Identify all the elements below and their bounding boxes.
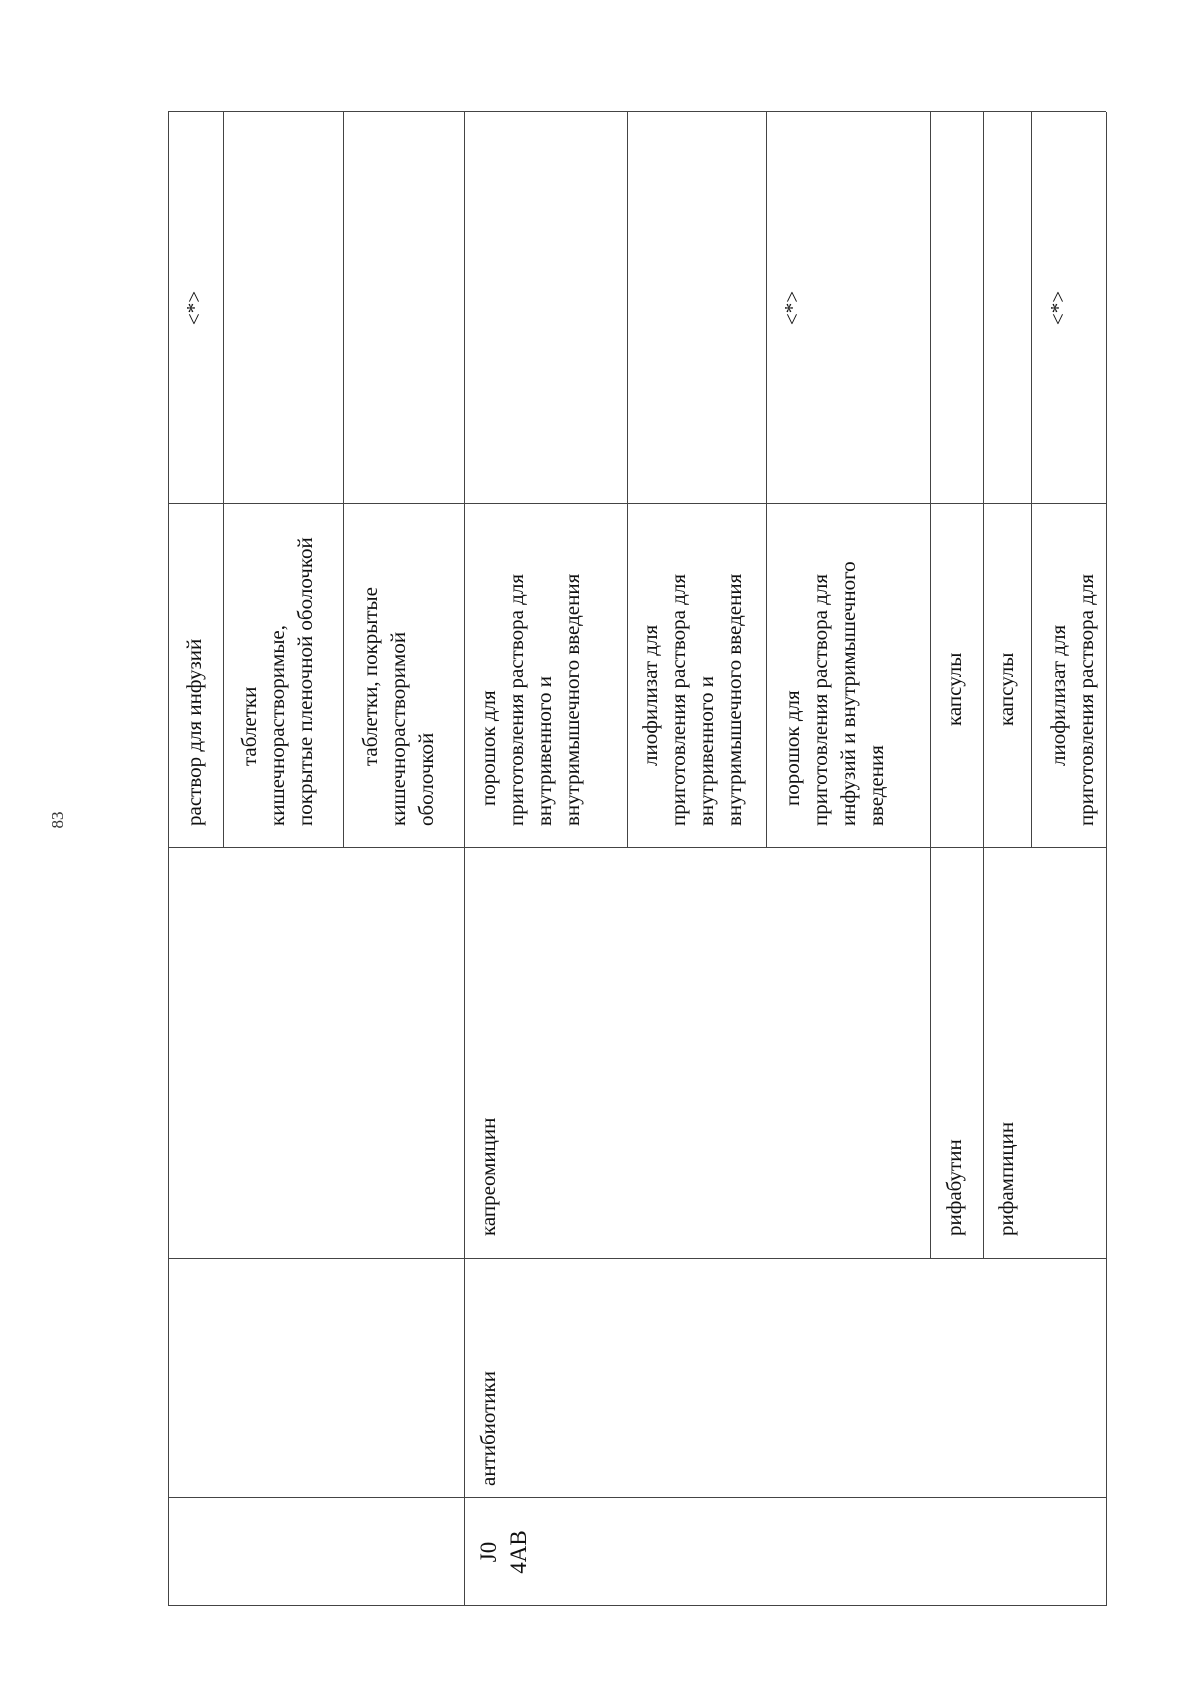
form-divider: [766, 112, 767, 848]
dosage-form: таблетки кишечнорастворимые, покрытые пленочной оболочкой: [237, 537, 317, 826]
table-border-left: [168, 1605, 1106, 1606]
form-divider: [343, 112, 344, 848]
form-divider: [223, 112, 224, 848]
table-border-bottom: [1106, 112, 1107, 1606]
dosage-form: капсулы: [942, 652, 966, 726]
row-divider-rifabutin: [930, 112, 931, 1259]
table-border-right: [168, 111, 1106, 112]
row-divider-antibiotics: [464, 112, 465, 1606]
active-substance: капреомицин: [476, 1117, 500, 1236]
dosage-form: капсулы: [994, 652, 1018, 726]
dosage-form: порошок для приготовления раствора для внутривенного и внутримышечного введения: [476, 573, 584, 826]
dosage-form: лиофилизат для приготовления раствора для: [1046, 574, 1098, 826]
dosage-form: лиофилизат для приготовления раствора для внутривенного и внутримышечного введения: [638, 573, 746, 826]
drug-table: [168, 112, 1106, 1606]
pharmacological-group: антибиотики: [476, 1371, 500, 1486]
column-divider-group: [168, 1258, 1106, 1259]
column-divider-code: [168, 1497, 1106, 1498]
active-substance: рифампицин: [994, 1121, 1018, 1236]
active-substance: рифабутин: [942, 1139, 966, 1236]
dosage-form: раствор для инфузий: [182, 638, 206, 826]
row-divider-rifampicin: [983, 112, 984, 1259]
column-divider-substance: [168, 847, 1106, 848]
restriction-marker: <*>: [1046, 290, 1070, 326]
table-border-top: [168, 112, 169, 1606]
column-divider-forms: [168, 503, 1106, 504]
rotated-page-content: [168, 112, 1106, 1606]
page-number: 83: [48, 811, 67, 829]
form-divider: [627, 112, 628, 848]
dosage-form: таблетки, покрытые кишечнорастворимой оболочкой: [358, 587, 438, 826]
dosage-form: порошок для приготовления раствора для инфузий и внутримышечного введения: [780, 561, 888, 826]
restriction-marker: <*>: [780, 290, 804, 326]
atc-code: J0 4AB: [476, 1530, 531, 1574]
form-divider: [1031, 112, 1032, 848]
restriction-marker: <*>: [182, 290, 206, 326]
